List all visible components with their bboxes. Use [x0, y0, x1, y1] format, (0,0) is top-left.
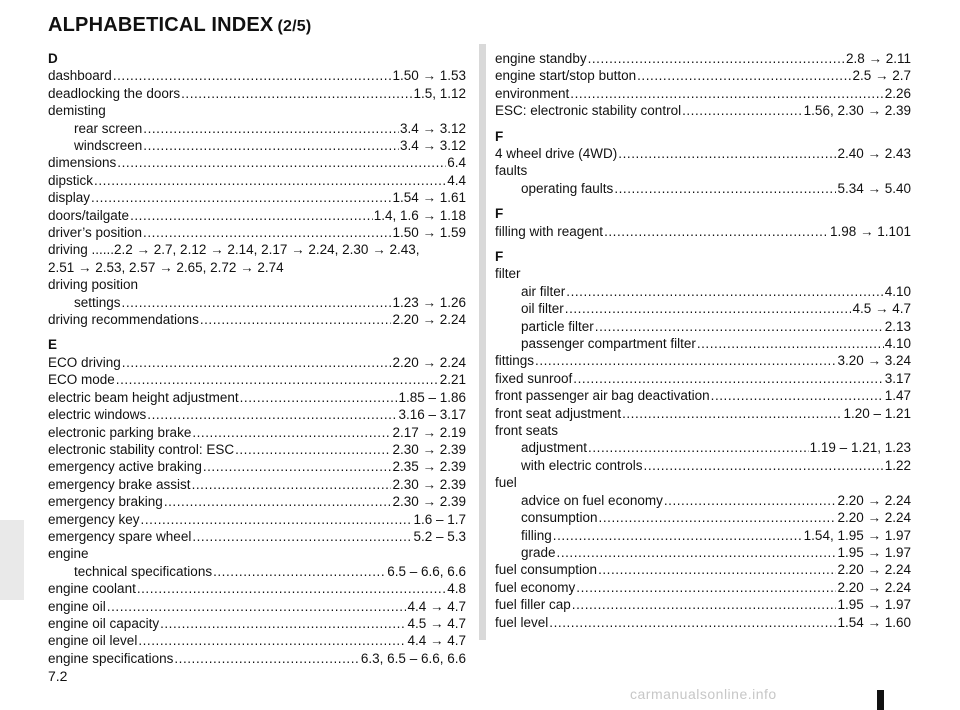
leader-dots: [192, 528, 412, 545]
index-subentry-electric-controls: [495, 457, 911, 474]
entry-term: filling: [521, 527, 552, 543]
index-entry-engine-oil-level: [48, 632, 466, 649]
leader-dots: [122, 354, 392, 371]
leader-dots: [192, 476, 392, 493]
leader-dots: [573, 370, 883, 387]
index-column-right: [495, 50, 911, 631]
index-entry-airbag-deactivation: [495, 387, 911, 404]
entry-term: ECO driving: [48, 354, 121, 370]
leader-dots: [576, 579, 836, 596]
title-text: ALPHABETICAL INDEX: [48, 14, 274, 36]
index-entry-emergency-key: [48, 511, 466, 528]
entry-term: electronic parking brake: [48, 424, 192, 440]
index-entry-doors-tailgate: [48, 207, 466, 224]
title-page-indicator: (2/5): [277, 18, 312, 35]
entry-pages: 4.4: [447, 172, 466, 188]
entry-term: emergency brake assist: [48, 476, 191, 492]
entry-term: engine standby: [495, 51, 587, 66]
index-subentry-operating-faults: [495, 180, 911, 197]
entry-pages: 1.95 → 1.97: [837, 597, 911, 613]
section-letter-f: F: [495, 206, 504, 222]
section-letter-d: D: [48, 51, 58, 66]
index-entry-driving-line1: driving ......2.2 → 2.7, 2.12 → 2.14, 2.17 → 2.24, 2.30 → 2.43,: [48, 242, 420, 258]
entry-term: fuel level: [495, 614, 549, 630]
entry-term: ESC: electronic stability control: [495, 103, 682, 119]
corner-marker: [877, 690, 884, 710]
section-letter-f: F: [495, 249, 504, 265]
index-heading-filter: filter: [495, 266, 521, 282]
index-column-left: [48, 50, 466, 667]
entry-pages: 2.30 → 2.39: [392, 441, 466, 457]
index-entry-parking-brake: [48, 424, 466, 441]
entry-term: particle filter: [521, 318, 594, 334]
entry-pages: 5.34 → 5.40: [837, 180, 911, 196]
leader-dots: [614, 180, 836, 197]
entry-pages: 1.98 → 1.101: [829, 223, 911, 239]
leader-dots: [160, 615, 406, 632]
entry-pages: 1.95 → 1.97: [837, 544, 911, 560]
index-entry-emergency-brake-assist: [48, 476, 466, 493]
leader-dots: [682, 102, 803, 119]
section-letter-f: F: [495, 128, 504, 144]
entry-term: emergency key: [48, 511, 140, 527]
entry-pages: 1.54 → 1.60: [837, 614, 911, 630]
index-heading-fuel: fuel: [495, 475, 517, 491]
leader-dots: [622, 405, 842, 422]
entry-pages: 2.40 → 2.43: [837, 146, 911, 162]
index-entry-filling-with-reagent: [495, 223, 911, 240]
leader-dots: [598, 561, 836, 578]
entry-term: driver’s position: [48, 225, 143, 241]
entry-pages: 1.54, 1.95 → 1.97: [803, 527, 911, 543]
entry-pages: 1.5, 1.12: [413, 85, 466, 101]
entry-pages: 6.3, 6.5 – 6.6, 6.6: [360, 650, 466, 666]
entry-pages: 2.26: [884, 85, 911, 101]
index-subentry-settings: [48, 294, 466, 311]
entry-pages: 2.20 → 2.24: [837, 492, 911, 508]
index-entry-fuel-consumption: [495, 561, 911, 578]
entry-pages: 1.22: [884, 457, 911, 473]
entry-term: oil filter: [521, 301, 564, 317]
index-entry-engine-specifications: [48, 650, 466, 667]
entry-pages: 1.4, 1.6 → 1.18: [373, 207, 466, 223]
index-entry-emergency-braking: [48, 493, 466, 510]
leader-dots: [116, 371, 439, 388]
index-subentry-filling: [495, 527, 911, 544]
index-entry-fuel-level: [495, 614, 911, 631]
entry-term: engine start/stop button: [495, 68, 637, 84]
entry-pages: 4.5 → 4.7: [407, 615, 466, 631]
leader-dots: [164, 493, 392, 510]
leader-dots: [113, 67, 392, 84]
watermark: carmanualsonline.info: [630, 686, 777, 702]
entry-term: 4 wheel drive (4WD): [495, 146, 618, 162]
entry-term: dimensions: [48, 155, 117, 171]
leader-dots: [141, 511, 413, 528]
entry-pages: 2.20 → 2.24: [837, 562, 911, 578]
entry-term: passenger compartment filter: [521, 336, 696, 352]
leader-dots: [94, 172, 446, 189]
entry-term: emergency spare wheel: [48, 528, 192, 544]
entry-pages: 2.20 → 2.24: [392, 312, 466, 328]
entry-pages: 1.19 – 1.21, 1.23: [809, 440, 911, 456]
leader-dots: [549, 614, 836, 631]
entry-term: front seat adjustment: [495, 405, 622, 421]
entry-term: emergency active braking: [48, 459, 202, 475]
entry-term: emergency braking: [48, 494, 163, 510]
entry-term: dashboard: [48, 68, 112, 84]
leader-dots: [557, 544, 837, 561]
index-entry-engine-standby: [495, 50, 911, 67]
leader-dots: [174, 650, 360, 667]
entry-pages: 2.17 → 2.19: [392, 424, 466, 440]
leader-dots: [137, 580, 446, 597]
index-subentry-consumption: [495, 509, 911, 526]
entry-pages: 2.35 → 2.39: [392, 459, 466, 475]
entry-term: with electric controls: [521, 457, 643, 473]
index-entry-driving-line2: 2.51 → 2.53, 2.57 → 2.65, 2.72 → 2.74: [48, 259, 284, 275]
entry-term: technical specifications: [74, 563, 213, 579]
leader-dots: [595, 318, 884, 335]
entry-term: ECO mode: [48, 372, 115, 388]
leader-dots: [138, 632, 406, 649]
entry-term: front passenger air bag deactivation: [495, 388, 710, 404]
leader-dots: [203, 458, 392, 475]
index-entry-engine-oil-capacity: [48, 615, 466, 632]
index-subentry-rear-screen: [48, 120, 466, 137]
entry-pages: 6.4: [447, 155, 466, 171]
index-entry-fittings: [495, 352, 911, 369]
index-subentry-adjustment: [495, 439, 911, 456]
leader-dots: [200, 311, 392, 328]
entry-term: air filter: [521, 283, 566, 299]
leader-dots: [192, 424, 391, 441]
leader-dots: [143, 224, 391, 241]
entry-pages: 2.21: [439, 372, 466, 388]
leader-dots: [599, 509, 837, 526]
index-heading-engine: engine: [48, 546, 89, 562]
entry-term: engine coolant: [48, 581, 136, 597]
leader-dots: [618, 145, 836, 162]
page-title: [48, 14, 311, 37]
entry-pages: 4.5 → 4.7: [852, 301, 911, 317]
entry-pages: 2.20 → 2.24: [837, 510, 911, 526]
entry-term: driving recommendations: [48, 312, 199, 328]
index-entry-beam-height: [48, 389, 466, 406]
index-subentry-windscreen: [48, 137, 466, 154]
index-subentry-particle-filter: [495, 318, 911, 335]
leader-dots: [565, 300, 852, 317]
entry-term: rear screen: [74, 120, 143, 136]
leader-dots: [566, 283, 883, 300]
leader-dots: [588, 50, 845, 67]
leader-dots: [570, 85, 883, 102]
leader-dots: [240, 389, 398, 406]
entry-term: engine oil capacity: [48, 615, 160, 631]
entry-term: fuel consumption: [495, 562, 598, 578]
entry-pages: 1.47: [884, 388, 911, 404]
entry-term: environment: [495, 85, 570, 101]
entry-term: doors/tailgate: [48, 207, 130, 223]
entry-term: settings: [74, 294, 121, 310]
leader-dots: [122, 294, 392, 311]
leader-dots: [107, 598, 407, 615]
entry-term: display: [48, 190, 91, 206]
entry-pages: 1.56, 2.30 → 2.39: [803, 103, 911, 119]
index-entry-emergency-active-braking: [48, 458, 466, 475]
leader-dots: [697, 335, 884, 352]
index-entry-eco-driving: [48, 354, 466, 371]
entry-pages: 4.4 → 4.7: [407, 598, 466, 614]
index-entry-engine-coolant: [48, 580, 466, 597]
index-entry-display: [48, 189, 466, 206]
entry-term: advice on fuel economy: [521, 492, 663, 508]
index-entry-electric-windows: [48, 406, 466, 423]
leader-dots: [147, 406, 397, 423]
leader-dots: [143, 120, 399, 137]
entry-pages: 2.20 → 2.24: [837, 579, 911, 595]
entry-pages: 1.54 → 1.61: [392, 190, 466, 206]
leader-dots: [91, 189, 391, 206]
entry-pages: 1.20 – 1.21: [843, 405, 911, 421]
section-tab: [0, 520, 24, 600]
entry-pages: 1.50 → 1.53: [392, 68, 466, 84]
entry-pages: 2.8 → 2.11: [845, 51, 911, 66]
entry-term: windscreen: [74, 138, 143, 154]
index-subentry-air-filter: [495, 283, 911, 300]
index-entry-emergency-spare-wheel: [48, 528, 466, 545]
entry-pages: 4.10: [884, 283, 911, 299]
entry-term: consumption: [521, 510, 598, 526]
entry-term: electric windows: [48, 407, 147, 423]
leader-dots: [535, 352, 836, 369]
entry-pages: 4.8: [447, 581, 466, 597]
leader-dots: [664, 492, 837, 509]
leader-dots: [711, 387, 884, 404]
index-entry-fuel-filler-cap: [495, 596, 911, 613]
index-entry-engine-start-stop: [495, 67, 911, 84]
entry-term: electronic stability control: ESC: [48, 441, 235, 457]
index-entry-drivers-position: [48, 224, 466, 241]
leader-dots: [130, 207, 373, 224]
index-heading-front-seats: front seats: [495, 423, 559, 439]
entry-pages: 3.16 – 3.17: [398, 407, 466, 423]
entry-term: fittings: [495, 353, 535, 369]
page-number: 7.2: [48, 668, 68, 684]
index-heading-faults: faults: [495, 163, 528, 179]
index-entry-driving-recommendations: [48, 311, 466, 328]
entry-pages: 1.50 → 1.59: [392, 225, 466, 241]
index-entry-esc: [48, 441, 466, 458]
entry-term: engine oil level: [48, 633, 138, 649]
leader-dots: [588, 439, 809, 456]
entry-term: fixed sunroof: [495, 370, 573, 386]
entry-pages: 3.20 → 3.24: [837, 353, 911, 369]
entry-term: engine oil: [48, 598, 106, 614]
index-entry-4wd: [495, 145, 911, 162]
leader-dots: [604, 223, 829, 240]
entry-pages: 6.5 – 6.6, 6.6: [387, 563, 466, 579]
index-entry-dipstick: [48, 172, 466, 189]
column-divider: [479, 44, 486, 640]
entry-pages: 2.5 → 2.7: [852, 68, 911, 84]
index-entry-dimensions: [48, 154, 466, 171]
leader-dots: [143, 137, 399, 154]
entry-term: deadlocking the doors: [48, 85, 181, 101]
entry-term: grade: [521, 544, 556, 560]
entry-term: fuel filler cap: [495, 597, 571, 613]
entry-term: fuel economy: [495, 579, 576, 595]
index-entry-deadlocking: [48, 85, 466, 102]
index-entry-engine-oil: [48, 598, 466, 615]
entry-pages: 4.10: [884, 336, 911, 352]
entry-term: electric beam height adjustment: [48, 389, 239, 405]
leader-dots: [235, 441, 391, 458]
entry-pages: 1.6 – 1.7: [413, 511, 466, 527]
index-entry-front-seat-adjustment: [495, 405, 911, 422]
leader-dots: [553, 527, 803, 544]
entry-term: dipstick: [48, 172, 94, 188]
index-entry-fuel-economy: [495, 579, 911, 596]
entry-pages: 3.17: [884, 370, 911, 386]
entry-term: filling with reagent: [495, 223, 604, 239]
leader-dots: [572, 596, 837, 613]
index-heading-demisting: demisting: [48, 103, 106, 119]
index-subentry-grade: [495, 544, 911, 561]
index-subentry-oil-filter: [495, 300, 911, 317]
entry-term: engine specifications: [48, 650, 174, 666]
entry-pages: 5.2 – 5.3: [413, 528, 466, 544]
index-entry-fixed-sunroof: [495, 370, 911, 387]
entry-term: operating faults: [521, 180, 614, 196]
index-subentry-technical-specifications: [48, 563, 466, 580]
entry-pages: 2.20 → 2.24: [392, 354, 466, 370]
index-subentry-passenger-compartment-filter: [495, 335, 911, 352]
leader-dots: [181, 85, 412, 102]
leader-dots: [637, 67, 851, 84]
index-entry-dashboard: [48, 67, 466, 84]
entry-pages: 1.85 – 1.86: [398, 389, 466, 405]
index-heading-driving-position: driving position: [48, 277, 139, 293]
index-entry-esc-stability-control: [495, 102, 911, 119]
entry-pages: 2.30 → 2.39: [392, 476, 466, 492]
entry-pages: 3.4 → 3.12: [399, 120, 466, 136]
entry-pages: 2.30 → 2.39: [392, 494, 466, 510]
leader-dots: [117, 154, 446, 171]
section-letter-e: E: [48, 337, 58, 353]
index-subentry-fuel-advice: [495, 492, 911, 509]
leader-dots: [644, 457, 884, 474]
entry-term: adjustment: [521, 440, 588, 456]
leader-dots: [213, 563, 386, 580]
index-entry-eco-mode: [48, 371, 466, 388]
entry-pages: 2.13: [884, 318, 911, 334]
entry-pages: 1.23 → 1.26: [392, 294, 466, 310]
index-entry-environment: [495, 85, 911, 102]
entry-pages: 3.4 → 3.12: [399, 138, 466, 154]
entry-pages: 4.4 → 4.7: [407, 633, 466, 649]
